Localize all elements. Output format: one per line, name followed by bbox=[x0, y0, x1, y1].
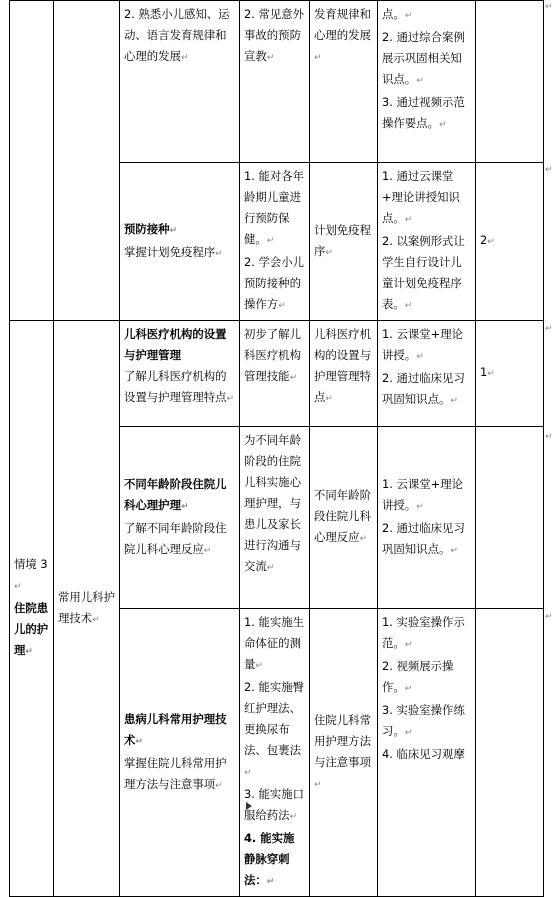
content-text: 儿科医疗机构的设置与护理管理特点 bbox=[314, 327, 371, 404]
method-item: 2. 视频展示操作。↵ bbox=[382, 659, 454, 694]
table-row bbox=[10, 1, 544, 163]
task-description: 了解儿科医疗机构的设置与护理管理特点↵ bbox=[124, 369, 235, 404]
content-text: 住院儿科常用护理方法与注意事项 bbox=[314, 712, 371, 769]
row-end-mark: ↵ bbox=[545, 324, 553, 334]
row-end-mark: ↵ bbox=[545, 165, 553, 175]
knowledge-cell bbox=[240, 1, 310, 163]
task-cell bbox=[120, 427, 240, 609]
content-text: 发育规律和心理的发展 bbox=[314, 7, 371, 42]
method-item: 2. 通过临床见习巩固知识点。↵ bbox=[382, 371, 465, 406]
knowledge-item: 2. 能实施臀红护理法、更换尿布法、包裹法↵ bbox=[244, 680, 305, 778]
method-item: 1. 通过云课堂+理论讲授知识点。↵ bbox=[382, 169, 460, 225]
scenario-cell bbox=[10, 321, 54, 897]
content-cell: 儿科医疗机构的设置与护理管理特点↵ bbox=[310, 321, 378, 427]
scenario-prefix: 情境 3↵ bbox=[14, 557, 48, 592]
knowledge-text: 初步了解儿科医疗机构管理技能 bbox=[244, 327, 301, 383]
knowledge-cell bbox=[240, 163, 310, 321]
method-item: 1. 实验室操作示范。↵ bbox=[382, 615, 465, 650]
method-item: 2. 通过临床见习巩固知识点。↵ bbox=[382, 520, 465, 556]
content-cell bbox=[310, 1, 378, 163]
method-item: 1. 云课堂+理论讲授。↵ bbox=[382, 327, 463, 362]
methods-cell bbox=[378, 609, 476, 897]
method-item: 2. 以案例形式让学生自行设计儿童计划免疫程序表。↵ bbox=[382, 234, 465, 311]
task-description: 掌握计划免疫程序↵ bbox=[124, 244, 223, 259]
methods-cell bbox=[378, 1, 476, 163]
cursor-caret-icon bbox=[246, 802, 252, 810]
task-cell bbox=[120, 163, 240, 321]
paragraph-mark: ↵ bbox=[180, 53, 189, 63]
objective-cell bbox=[120, 1, 240, 163]
row-end-mark: ↵ bbox=[545, 2, 553, 12]
content-cell: 住院儿科常用护理方法与注意事项↵ bbox=[310, 609, 378, 897]
methods-cell bbox=[378, 427, 476, 609]
module-cell: 常用儿科护理技术↵ bbox=[54, 321, 120, 897]
knowledge-item: 1. 能实施生命体征的测量↵ bbox=[244, 615, 305, 671]
content-text: 计划免疫程序 bbox=[314, 222, 371, 258]
knowledge-text: 2. 常见意外事故的预防宣教 bbox=[244, 7, 305, 63]
task-cell bbox=[120, 609, 240, 897]
method-item: 1. 云课堂+理论讲授。↵ bbox=[382, 476, 463, 512]
task-description: 了解不同年龄阶段住院儿科心理反应↵ bbox=[124, 520, 227, 556]
hours-cell: 1↵ bbox=[476, 321, 544, 427]
scenario-cell-previous bbox=[10, 1, 54, 321]
curriculum-table bbox=[9, 0, 544, 897]
task-title: 预防接种↵ bbox=[124, 221, 178, 236]
row-end-mark: ↵ bbox=[545, 432, 553, 442]
hours-value: 1 bbox=[480, 365, 488, 379]
hours-cell bbox=[476, 427, 544, 609]
knowledge-cell: 初步了解儿科医疗机构管理技能↵ bbox=[240, 321, 310, 427]
hours-cell bbox=[476, 609, 544, 897]
method-item: 4. 临床见习观摩 bbox=[382, 747, 465, 761]
method-item: 2. 通过综合案例展示巩固相关知识点。↵ bbox=[382, 30, 465, 86]
task-title: 儿科医疗机构的设置与护理管理 bbox=[124, 327, 227, 362]
module-cell-previous bbox=[54, 1, 120, 321]
hours-cell bbox=[476, 1, 544, 163]
task-cell bbox=[120, 321, 240, 427]
knowledge-text: 为不同年龄阶段的住院儿科实施心理护理，与患儿及家长进行沟通与交流 bbox=[244, 433, 301, 573]
knowledge-cell bbox=[240, 609, 310, 897]
task-title: 患病儿科常用护理技术↵ bbox=[124, 711, 227, 747]
knowledge-item: 1. 能对各年龄期儿童进行预防保健。↵ bbox=[244, 169, 305, 246]
methods-cell bbox=[378, 321, 476, 427]
method-item: 3. 通过视频示范操作要点。↵ bbox=[382, 95, 465, 130]
task-description: 掌握住院儿科常用护理方法与注意事项↵ bbox=[124, 755, 227, 791]
paragraph-mark: ↵ bbox=[314, 53, 322, 63]
content-text: 不同年龄阶段住院儿科心理反应 bbox=[314, 488, 371, 544]
table-row bbox=[10, 321, 544, 427]
method-item: 点。↵ bbox=[382, 7, 413, 21]
knowledge-cell: 为不同年龄阶段的住院儿科实施心理护理，与患儿及家长进行沟通与交流↵ bbox=[240, 427, 310, 609]
hours-cell: 2↵ bbox=[476, 163, 544, 321]
hours-value: 2 bbox=[480, 233, 488, 247]
paragraph-mark: ↵ bbox=[266, 53, 275, 63]
scenario-title: 住院患儿的护理↵ bbox=[14, 601, 49, 657]
row-end-mark: ↵ bbox=[545, 612, 553, 622]
objective-text: 2. 熟悉小儿感知、运动、语言发育规律和心理的发展 bbox=[124, 7, 230, 63]
knowledge-item: 2. 学会小儿预防接种的操作方↵ bbox=[244, 255, 305, 311]
module-title: 常用儿科护理技术 bbox=[58, 589, 115, 625]
methods-cell bbox=[378, 163, 476, 321]
knowledge-item: 4. 能实施静脉穿刺法：↵ bbox=[244, 831, 295, 887]
content-cell: 计划免疫程序↵ bbox=[310, 163, 378, 321]
method-item: 3. 实验室操作练习。↵ bbox=[382, 703, 465, 738]
task-title: 不同年龄阶段住院儿科心理护理↵ bbox=[124, 476, 227, 512]
knowledge-item: 3. 能实施口服给药法↵ bbox=[244, 787, 305, 822]
content-cell: 不同年龄阶段住院儿科心理反应↵ bbox=[310, 427, 378, 609]
